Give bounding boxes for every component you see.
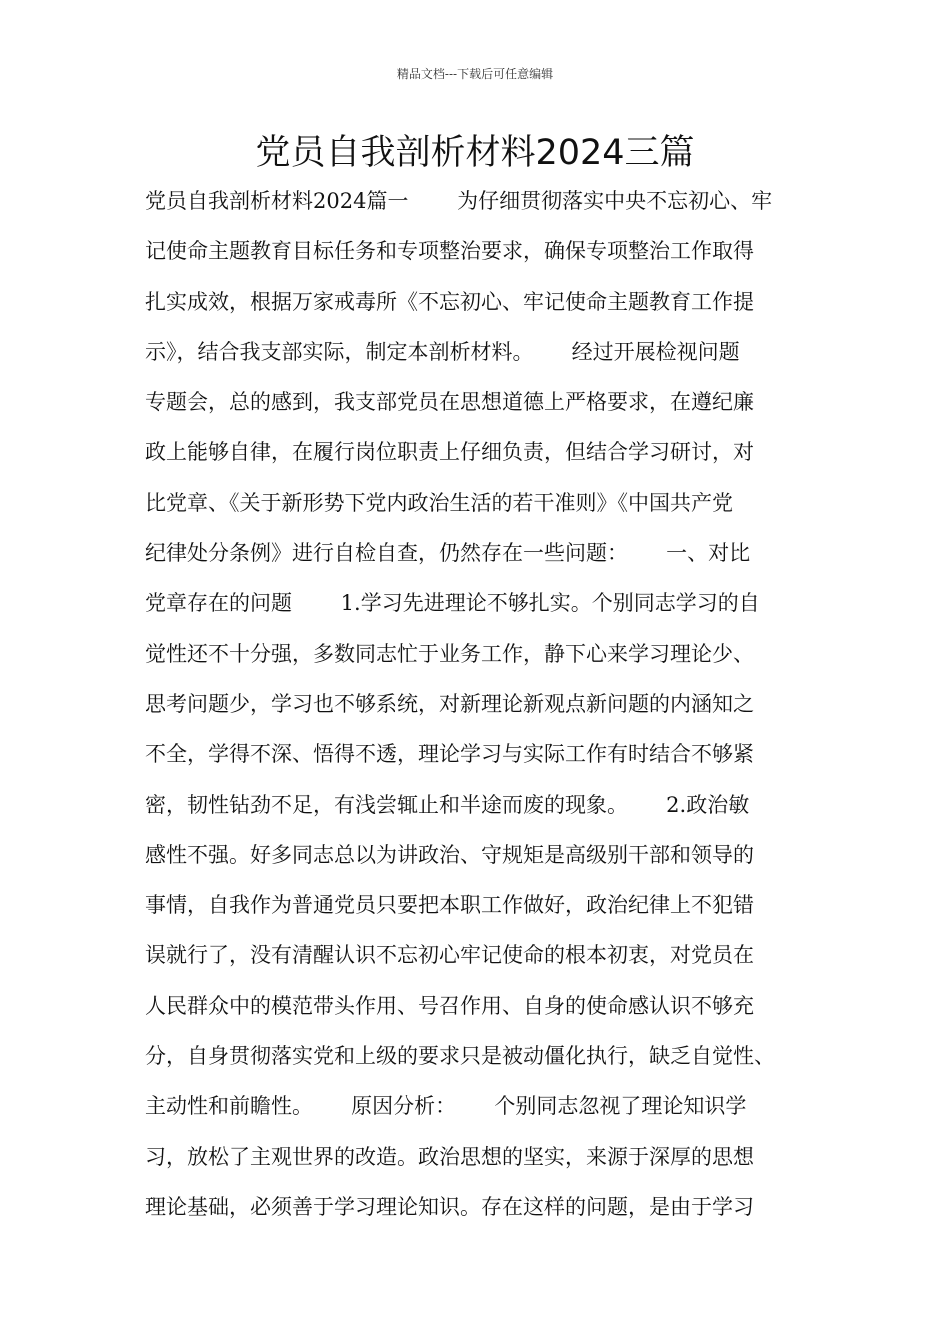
body-line: 觉性还不十分强，多数同志忙于业务工作，静下心来学习理论少、 bbox=[145, 641, 754, 666]
body-line: 人民群众中的模范带头作用、号召作用、自身的使命感认识不够充 bbox=[145, 993, 754, 1018]
body-line: 比党章、《关于新形势下党内政治生活的若干准则》《中国共产党 bbox=[145, 490, 733, 515]
body-line: 分，自身贯彻落实党和上级的要求只是被动僵化执行，缺乏自觉性、 bbox=[145, 1044, 775, 1069]
body-line: 党员自我剖析材料2024篇一 为仔细贯彻落实中央不忘初心、牢 bbox=[145, 189, 773, 213]
body-line: 密，韧性钻劲不足，有浅尝辄止和半途而废的现象。 2.政治敏 bbox=[145, 792, 750, 817]
body-line: 事情，自我作为普通党员只要把本职工作做好，政治纪律上不犯错 bbox=[145, 893, 754, 918]
body-line: 主动性和前瞻性。 原因分析： 个别同志忽视了理论知识学 bbox=[145, 1094, 747, 1119]
document-title: 党员自我剖析材料2024三篇 bbox=[255, 133, 695, 173]
body-line: 示》，结合我支部实际，制定本剖析材料。 经过开展检视问题 bbox=[145, 339, 740, 364]
body-line: 不全，学得不深、悟得不透，理论学习与实际工作有时结合不够紧 bbox=[145, 742, 754, 767]
body-line: 政上能够自律，在履行岗位职责上仔细负责，但结合学习研讨，对 bbox=[145, 440, 754, 465]
document-body bbox=[145, 176, 825, 1232]
body-line: 理论基础，必须善于学习理论知识。存在这样的问题，是由于学习 bbox=[145, 1194, 754, 1219]
body-line: 思考问题少，学习也不够系统，对新理论新观点新问题的内涵知之 bbox=[145, 691, 754, 716]
body-line: 习，放松了主观世界的改造。政治思想的坚实，来源于深厚的思想 bbox=[145, 1144, 754, 1169]
body-line: 感性不强。好多同志总以为讲政治、守规矩是高级别干部和领导的 bbox=[145, 842, 754, 867]
body-line: 党章存在的问题 1.学习先进理论不够扎实。个别同志学习的自 bbox=[145, 591, 760, 616]
body-line: 纪律处分条例》进行自检自查，仍然存在一些问题： 一、对比 bbox=[145, 541, 751, 566]
body-line: 记使命主题教育目标任务和专项整治要求，确保专项整治工作取得 bbox=[145, 239, 754, 264]
body-line: 专题会，总的感到，我支部党员在思想道德上严格要求，在遵纪廉 bbox=[145, 390, 754, 415]
body-line: 扎实成效，根据万家戒毒所《不忘初心、牢记使命主题教育工作提 bbox=[145, 289, 754, 314]
body-line: 误就行了，没有清醒认识不忘初心牢记使命的根本初衷，对党员在 bbox=[145, 943, 754, 968]
header-note: 精品文档---下载后可任意编辑 bbox=[396, 67, 554, 81]
